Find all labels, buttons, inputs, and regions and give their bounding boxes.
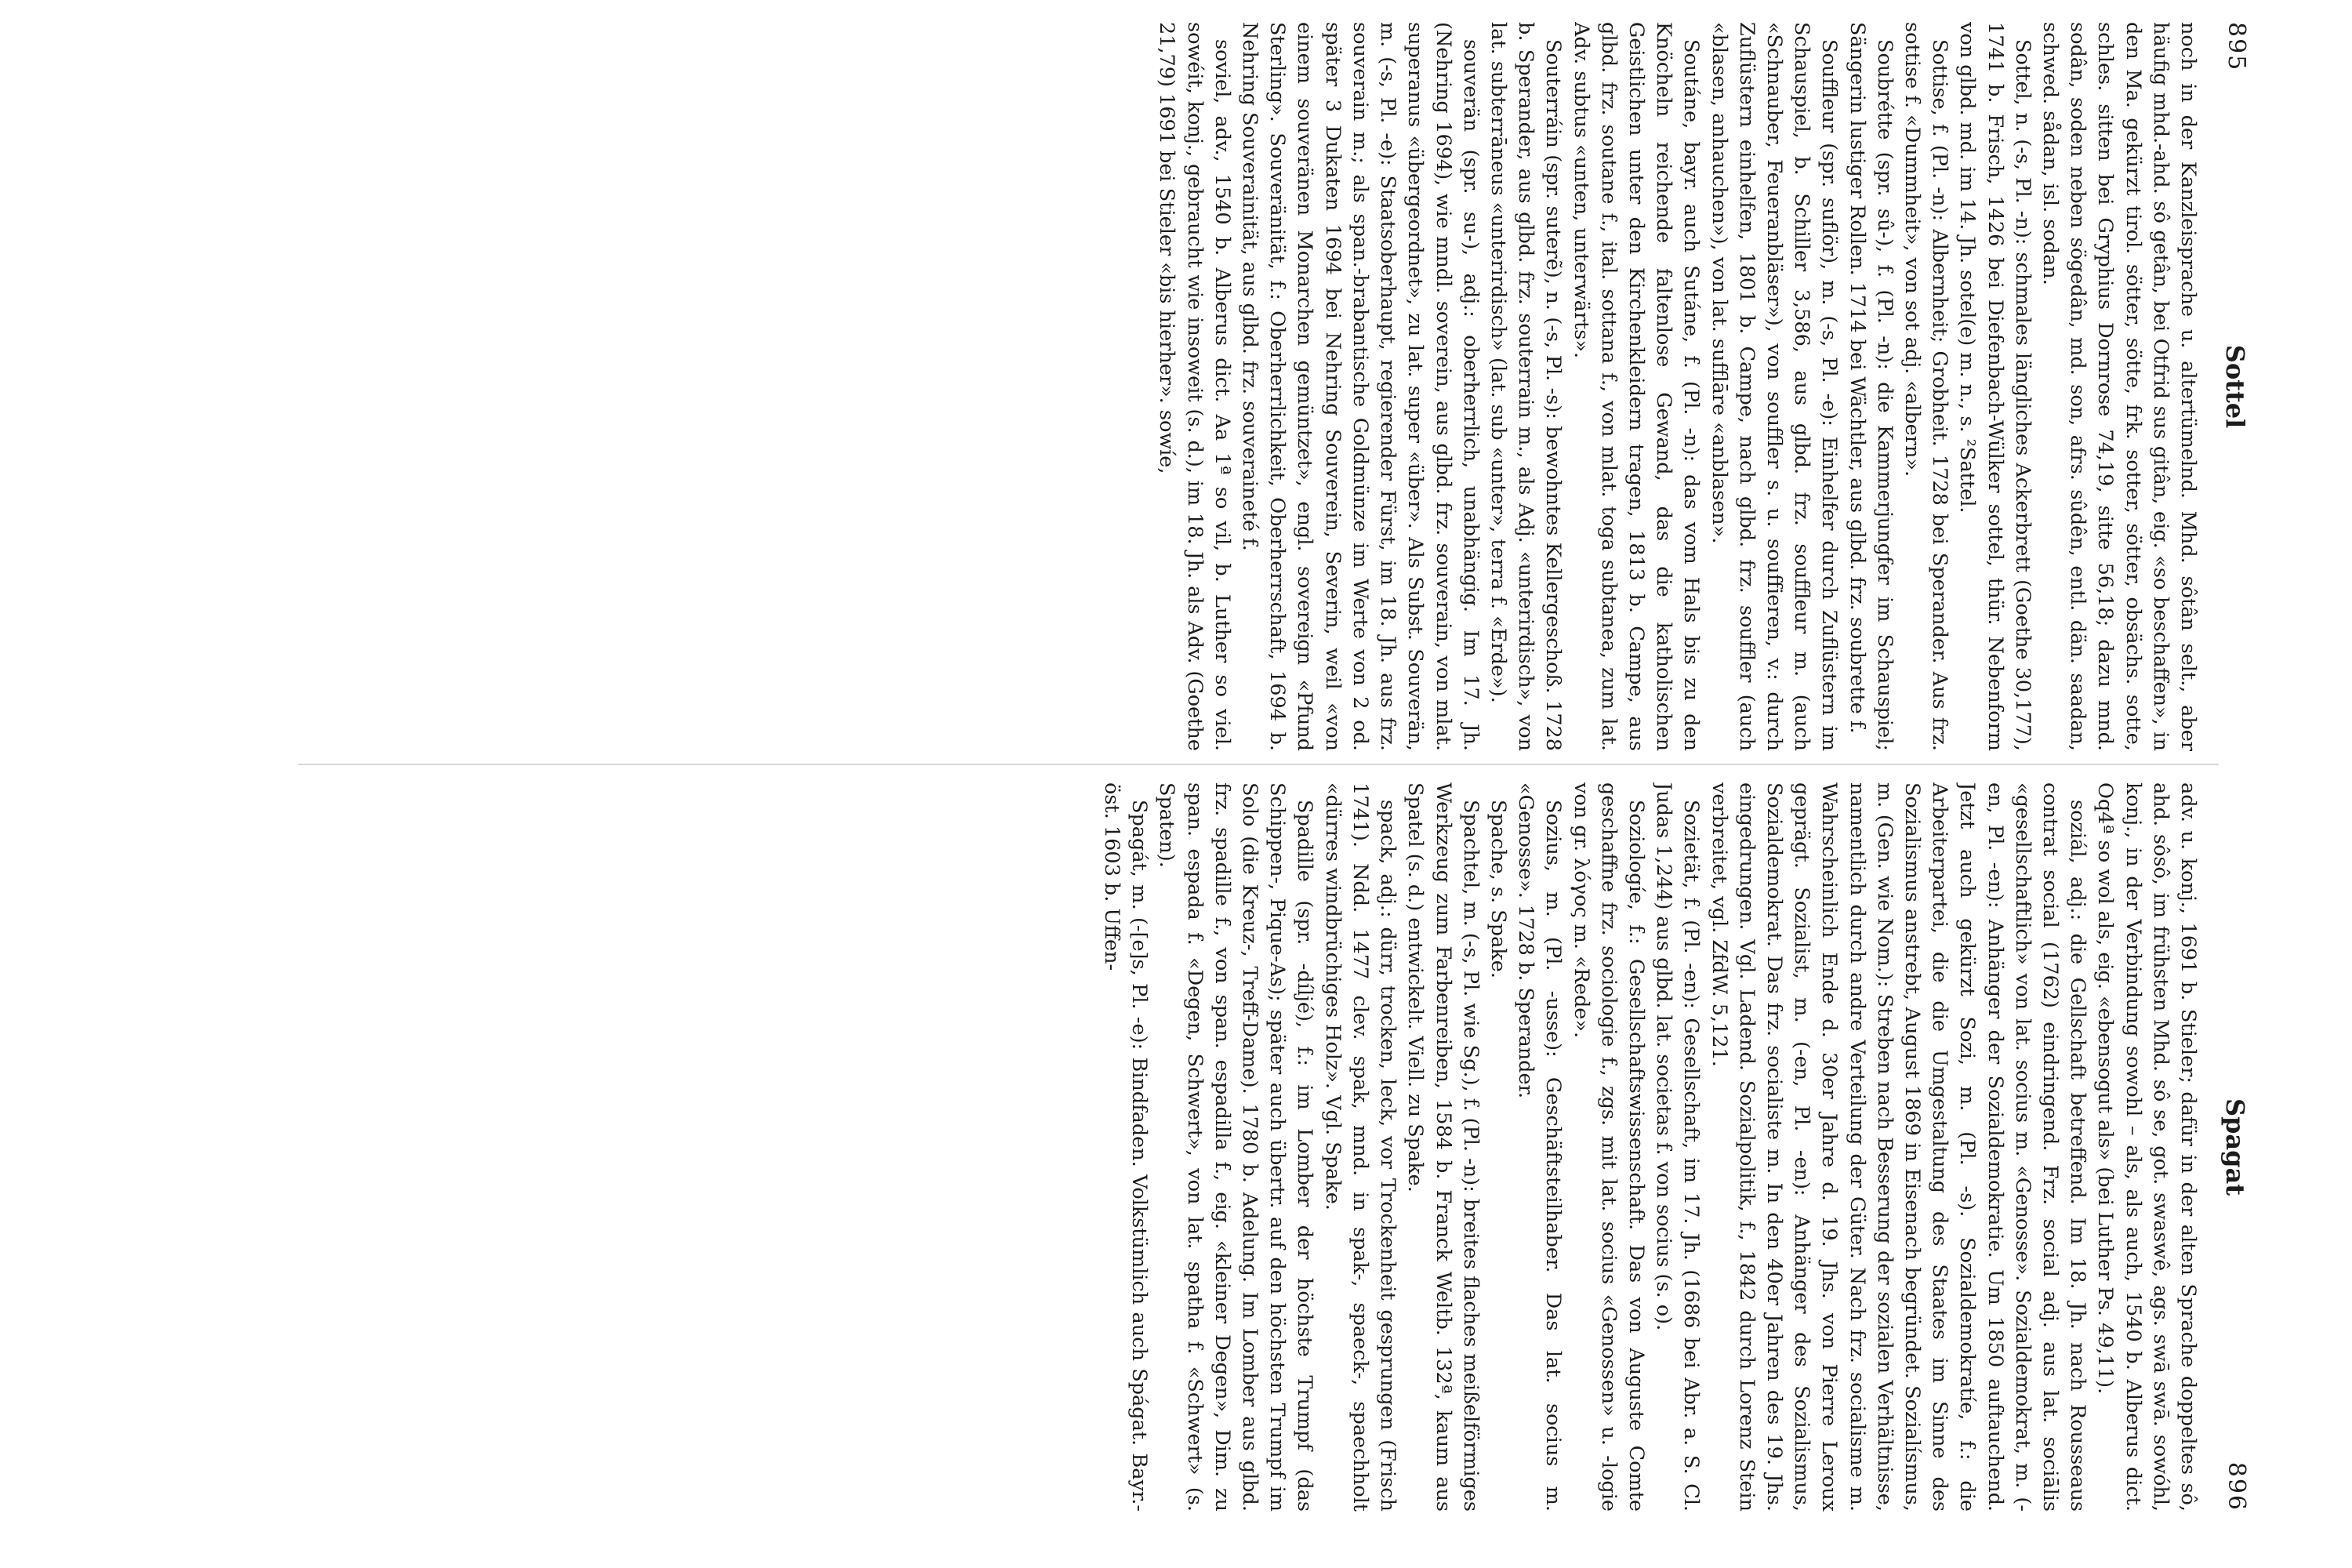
entry-paragraph: Spache, s. Spake. — [1486, 800, 1510, 978]
entry-paragraph: Soutáne, bayr. auch Sutáne, f. (Pl. -n): das vom Hals bis zu den Knöcheln reichende faltenlose Gewand, das die katholischen Geistlichen unter den Kirchenkleidern tragen, 1813 b. Campe, aus glbd. frz. soutane f., ital. sottana f., von mlat. toga subtanea, zum lat. Adv. subtus «unten, unterwärts». — [1569, 22, 1704, 751]
right-page — [259, 782, 2250, 1512]
right-page-body — [265, 782, 2201, 1512]
right-header-word: Spagat — [2220, 1098, 2250, 1196]
entry-paragraph: Sottel, n. (-s, Pl. -n): schmales längliches Ackerbrett (Goethe 30,177), 1741 b. Frisch, 1426 bei Diefenbach-Wülker sottel, thür. Nebenform von glbd. md. im 14. Jh. sotel(e) m. n., s. ²Sattel. — [1955, 22, 2034, 751]
entry-paragraph: Sottise, f. (Pl. -n): Albernheit; Grobheit. 1728 bei Sperander. Aus frz. sottise f. «Dummheit», von sot adj. «albern». — [1900, 22, 1952, 751]
page-gutter — [298, 764, 2219, 765]
entry-paragraph: Souffleur (spr. suflör), m. (-s, Pl. -e): Einhelfer durch Zuflüstern im Schauspiel, b. Schiller 3,586, aus glbd. frz. souffleur m. (auch «Schnauber, Feueranbläser»), von souffler s. u. souffieren, v.: durch Zuflüstern einhelfen, 1801 b. Campe, nach glbd. frz. souffler (auch «blasen, anhauchen»), von lat. sufflāre «anblasen». — [1707, 22, 1842, 751]
entry-paragraph: soviel, adv., 1540 b. Alberus dict. Aa 1ª so vil, b. Luther so viel. sowéit, konj., gebraucht wie insoweit (s. d.), im 18. Jh. als Adv. (Goethe 21,79) 1691 bei Stieler «bis hierher». sowíe, — [1155, 22, 1234, 751]
right-page-number: 896 — [2223, 1461, 2250, 1512]
left-page — [259, 22, 2250, 751]
entry-paragraph: Soubrétte (spr. sû-), f. (Pl. -n): die Kammerjungfer im Schauspiel; Sängerin lustiger Rollen. 1714 bei Wächtler, aus glbd. frz. soubrette f. — [1845, 22, 1896, 751]
entry-paragraph: Sozietät, f. (Pl. -en): Gesellschaft, im 17. Jh. (1686 bei Abr. a. S. Cl. Judas 1,244) aus glbd. lat. societas f. von socius (s. o). — [1652, 782, 1704, 1512]
entry-paragraph: Soziologíe, f.: Gesellschaftswissenschaft. Das von Auguste Comte geschaffne frz. sociologie f., zgs. mit lat. socius «Genossen» u. -logie von gr. λόγος m. «Rede». — [1569, 782, 1648, 1512]
entry-paragraph: Spadille (spr. -díljé), f.: im Lomber der höchste Trumpf (das Schippen-, Pique-As); später auch übertr. auf den höchsten Trumpf im Solo (die Kreuz-, Treff-Dame). 1780 b. Adelung. Im Lomber aus glbd. frz. spadille f., von span. espadilla f., eig. «kleiner Degen», Dim. zu span. espada f. «Degen, Schwert», von lat. spatha f. «Schwert» (s. Spaten). — [1155, 782, 1317, 1512]
left-header-word: Sottel — [2220, 344, 2250, 429]
entry-paragraph: adv. u. konj., 1691 b. Stieler; dafür in der alten Sprache doppeltes sô, ahd. sôsô, im frühsten Mhd. sô se, got. swaswê, ags. swā swā. sowóhl, konj., in der Verbindung sowohl – als, als auch, 1540 b. Alberus dict. Oq4ª so wol als, eig. «ebensogut als» (bei Luther Ps. 49,11). — [2093, 782, 2200, 1512]
right-page-header — [2216, 782, 2250, 1512]
left-page-body — [265, 22, 2201, 751]
entry-paragraph: noch in der Kanzleisprache u. altertümelnd. Mhd. sôtân selt., aber häufig mhd.-ahd. sô getân, bei Otfrid sus gitân, eig. «so beschaffen», in den Ma. gekürzt tirol. sötter, sötte, frk. sotter, sötter, obsächs. sotte, schles. sitten bei Gryphius Dornrose 74,19, sitte 56,18; dazu mnd. sodân, soden neben sögedân, md. son, afrs. sûdên, entl. dän. saadan, schwed. sådan, isl. sodan. — [2038, 22, 2200, 751]
entry-paragraph: souverän (spr. su-), adj.: oberherrlich, unabhängig. Im 17. Jh. (Nehring 1694), wie mndl. soverein, aus glbd. frz. souverain, von mlat. superanus «übergeordnet», zu lat. super «über». Als Subst. Souverän, m. (-s, Pl. -e): Staatsoberhaupt, regierender Fürst, im 18. Jh. aus frz. souverain m.; als span.-brabantische Goldmünze im Werte von 2 od. später 3 Dukaten 1694 bei Nehring Souverein, Severin, weil «von einem souveränen Monarchen gemüntzet», engl. sovereign «Pfund Sterling». Souveränität, f.: Oberherrlichkeit, Oberherrschaft, 1694 b. Nehring Souverainität, aus glbd. frz. souveraineté f. — [1238, 22, 1483, 751]
left-page-header — [2216, 22, 2250, 751]
entry-paragraph: Souterráin (spr. suterẽ), n. (-s, Pl. -s): bewohntes Kellergeschoß. 1728 b. Sperander, aus glbd. frz. souterrain m., als Adj. «unterirdisch», von lat. subterrāneus «unterirdisch» (lat. sub «unter», terra f. «Erde»). — [1486, 22, 1566, 751]
entry-paragraph: Sozius, m. (Pl. -usse): Geschäftsteilhaber. Das lat. socius m. «Genosse». 1728 b. Sperander. — [1514, 782, 1566, 1512]
entry-paragraph: soziál, adj.: die Gellschaft betreffend. Im 18. Jh. nach Rousseaus contrat social (1762) eindringend. Frz. social adj. aus lat. sociālis «gesellschaftlich» von lat. socius m. «Genosse». Sozialdemokrat, m. (-en, Pl. -en): Anhänger der Sozialdemokratie. Um 1850 auftauchend. Jetzt auch gekürzt Sozi, m. (Pl. -s). Sozialdemokratíe, f.: die Arbeiterpartei, die die Umgestaltung des Staates im Sinne des Sozialismus anstrebt, August 1869 in Eisenach begründet. Sozialísmus, m. (Gen. wie Nom.): Streben nach Besserung der sozialen Verhältnisse, namentlich durch andre Verteilung der Güter. Nach frz. socialisme m. Wahrscheinlich Ende d. 30er Jahre d. 19. Jhs. von Pierre Leroux geprägt. Sozialist, m. (-en, Pl. -en): Anhänger des Sozialismus, Sozialdemokrat. Das frz. socialiste m. In den 40er Jahren des 19. Jhs. eingedrungen. Vgl. Ladend. Sozialpolitik, f., 1842 durch Lorenz Stein verbreitet, vgl. ZfdW. 5,121. — [1707, 782, 2090, 1512]
left-page-number: 895 — [2223, 22, 2250, 72]
entry-paragraph: Spachtel, m. (-s, Pl. wie Sg.), f. (Pl. -n): breites flaches meißelförmiges Werkzeug zum Farbenreiben, 1584 b. Franck Weltb. 132ª, kaum aus Spatel (s. d.) entwickelt. Viell. zu Spake. — [1403, 782, 1483, 1512]
dictionary-spread — [243, 22, 2250, 1512]
entry-paragraph: Spagát, m. (-[e]s, Pl. -e): Bindfaden. Volkstümlich auch Spágat. Bayr.-öst. 1603 b. Uffen- — [1100, 782, 1152, 1512]
entry-paragraph: spack, adj.: dürr, trocken, leck, vor Trockenheit gesprungen (Frisch 1741). Ndd. 1477 clev. spak, mnd. in spak-, spaeck-, spaechholt «dürres windbrüchiges Holz». Vgl. Spake. — [1320, 782, 1400, 1512]
